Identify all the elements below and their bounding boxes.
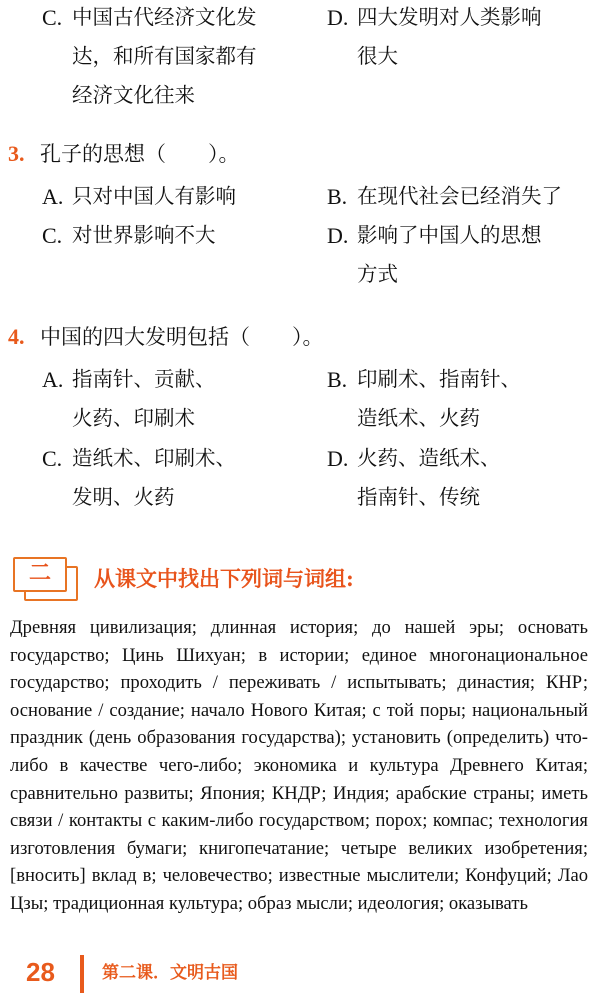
page-number: 28 [26, 957, 55, 987]
q4-option-a-text: 指南针、贡献、 火药、印刷术 [72, 367, 216, 430]
footer-divider [80, 955, 84, 993]
q3-option-a-text: 只对中国人有影响 [72, 184, 236, 208]
q4-stem: 中国的四大发明包括（ ）。 [40, 325, 324, 349]
q4-option-d-letter: D. [327, 446, 349, 471]
vocabulary-paragraph: Древняя цивилизация; длинная история; до нашей эры; основать государство; Цинь Шихуан; в истории; единое многонациональное государство; проходить / переживать / испытывать; династия; КНР; основание / создание; начало Нового Китая; с той поры; национальный праздник (день образования государства); установить (определить) что-либо в качестве чего-либо; экономика и культура Древнего Китая; сравнительно развиты; Япония; КНДР; Индия; арабские страны; иметь связи / контакты с каким-либо государством; порох; компас; технология изготовления бумаги; книгопечатание; четыре великих изобретения; [вносить] вклад в; человечество; известные мыслители; Конфуций; Лао Цзы; традиционная культура; образ мысли; идеология; оказывать [10, 617, 588, 914]
q3-option-c-letter: C. [42, 223, 63, 248]
section-number: 二 [28, 560, 51, 586]
q4-option-c-text: 造纸术、印刷术、 发明、火药 [72, 446, 236, 509]
q2-option-c-letter: C. [42, 5, 63, 30]
q3-option-c-text: 对世界影响不大 [72, 223, 216, 247]
q3-option-b-letter: B. [327, 184, 348, 209]
q4-option-d-text: 火药、造纸术、 指南针、传统 [357, 446, 501, 509]
q2-option-d-text: 四大发明对人类影响 很大 [357, 5, 542, 68]
footer-lesson-title: 第二课．文明古国 [102, 963, 238, 983]
q3-option-d-letter: D. [327, 223, 349, 248]
section-title: 从课文中找出下列词与词组: [94, 566, 354, 591]
q4-option-b-letter: B. [327, 367, 348, 392]
q4-option-a-letter: A. [42, 367, 64, 392]
q2-option-d-letter: D. [327, 5, 349, 30]
q4-option-b-text: 印刷术、指南针、 造纸术、火药 [357, 367, 521, 430]
q4-number: 4. [8, 324, 25, 349]
q3-option-a-letter: A. [42, 184, 64, 209]
q3-stem: 孔子的思想（ ）。 [40, 142, 240, 166]
q3-option-d-text: 影响了中国人的思想 方式 [357, 223, 542, 286]
q3-number: 3. [8, 141, 25, 166]
q4-option-c-letter: C. [42, 446, 63, 471]
q2-option-c-text: 中国古代经济文化发 达，和所有国家都有 经济文化往来 [72, 5, 257, 107]
q3-option-b-text: 在现代社会已经消失了 [357, 184, 562, 208]
